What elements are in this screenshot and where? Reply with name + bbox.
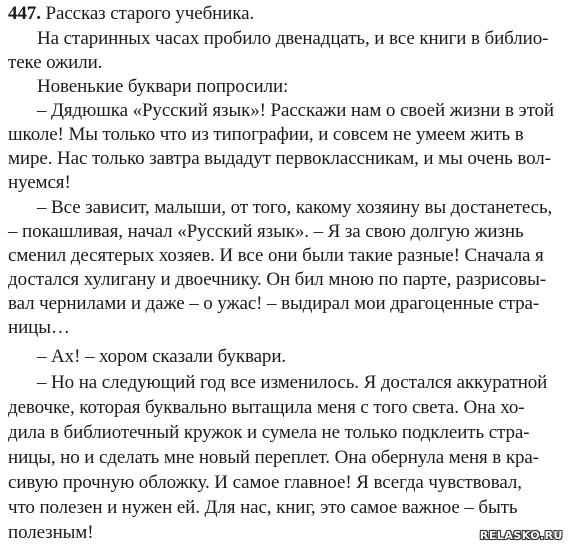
text-line: школе! Мы только что из типографии, и совсем не умеем жить в [8,124,524,145]
text-line: – Но на следующий год все изменилось. Я достался аккуратной [37,372,548,393]
text-line: ницы… [8,317,70,338]
text-line: полезным! [8,522,94,543]
text-line: дила в библиотечный кружок и сумела не только подклеить стра- [8,422,530,443]
site-watermark: RELASKO.RU [479,529,563,542]
text-line: вал чернилами и даже – о ужас! – выдирал мои драгоценные стра- [8,293,540,314]
text-line: Новенькие буквари попросили: [37,76,289,97]
text-line: – Дядюшка «Русский язык»! Расскажи нам о своей жизни в этой [37,100,554,121]
text-line: – Все зависит, малыши, от того, какому хозяину вы достанетесь, [37,197,553,218]
text-line: девочке, которая буквально вытащила меня с того света. Она хо- [8,397,525,418]
text-line: ницы, но и сделать мне новый переплет. Она обернула меня в кра- [8,447,539,468]
text-line: теке ожили. [8,52,103,73]
exercise-heading [8,2,254,26]
text-line: сменил десятерых хозяев. И все они были такие разные! Сначала я [8,245,544,266]
text-line: На старинных часах пробило двенадцать, и все книги в библио- [37,28,549,49]
text-line: – покашливая, начал «Русский язык». – Я за свою долгую жизнь [8,221,524,242]
text-line: – Ах! – хором сказали буквари. [37,346,287,367]
text-line: что полезен и нужен ей. Для нас, книг, это самое важное – быть [8,497,518,518]
text-line: мире. Нас только завтра выдадут первоклассникам, и мы очень вол- [8,148,551,169]
text-line: нуемся! [8,172,71,193]
text-line: сивую прочную обложку. И самое главное! Я всегда чувствовал, [8,472,522,493]
exercise-title: Рассказ старого учебника. [45,3,255,24]
exercise-number: 447. [8,3,41,24]
text-line: достался хулигану и двоечнику. Он бил мною по парте, разрисовы- [8,269,547,290]
